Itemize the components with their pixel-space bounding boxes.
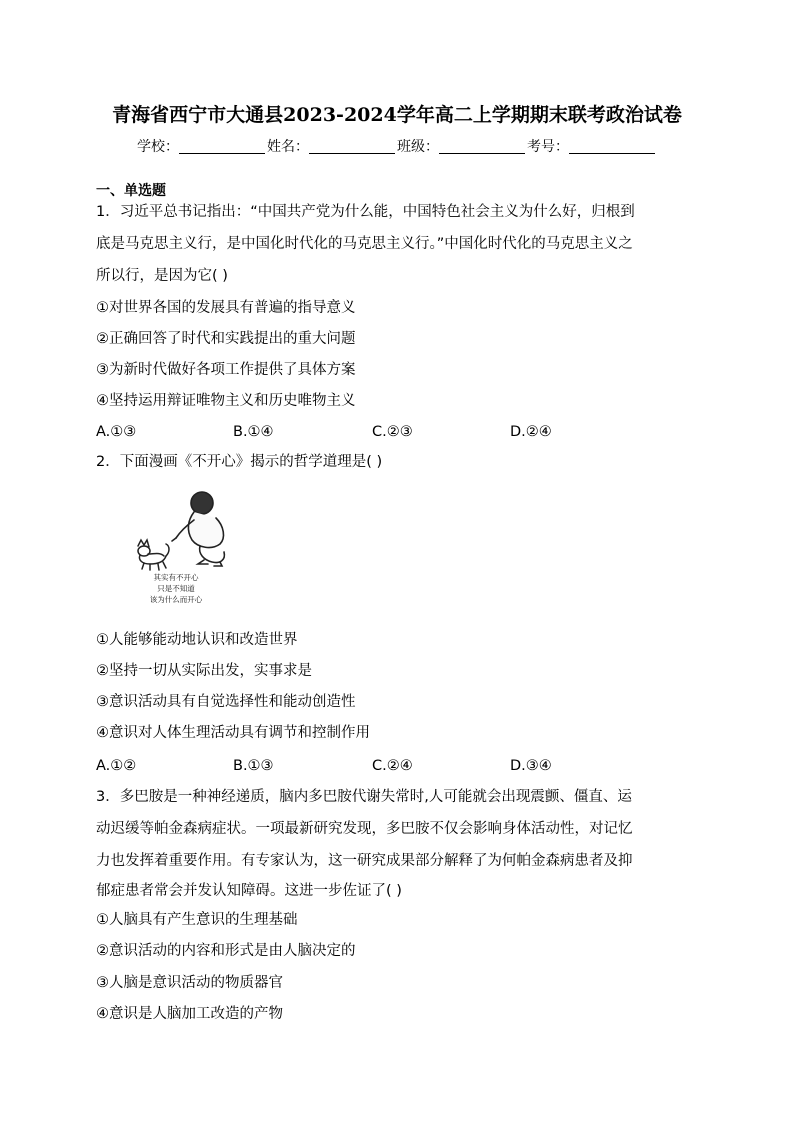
number-label: 考号： bbox=[527, 139, 569, 155]
cartoon-person bbox=[172, 492, 224, 566]
q1-stem-line: 底是马克思主义行，是中国化时代化的马克思主义行。”中国化时代化的马克思主义之 bbox=[96, 236, 633, 252]
q1-stem-line: 1．习近平总书记指出：“中国共产党为什么能，中国特色社会主义为什么好，归根到 bbox=[96, 204, 635, 220]
school-label: 学校： bbox=[137, 139, 179, 155]
number-blank[interactable] bbox=[569, 139, 655, 154]
q3-stem-line: 郁症患者常会并发认知障碍。这进一步佐证了( ) bbox=[96, 883, 402, 899]
cartoon-image bbox=[120, 488, 232, 610]
q2-statement: ③意识活动具有自觉选择性和能动创造性 bbox=[96, 694, 356, 710]
q1-option-c[interactable]: C.②③ bbox=[372, 424, 413, 440]
q2-statement: ④意识对人体生理活动具有调节和控制作用 bbox=[96, 725, 370, 741]
cartoon-caption-line: 该为什么而开心 bbox=[149, 595, 203, 604]
school-blank[interactable] bbox=[179, 139, 265, 154]
q1-statement: ②正确回答了时代和实践提出的重大问题 bbox=[96, 331, 356, 347]
student-info-line bbox=[0, 136, 794, 156]
q2-statement: ①人能够能动地认识和改造世界 bbox=[96, 632, 298, 648]
section-heading: 一、单选题 bbox=[96, 183, 166, 199]
q1-stem-line: 所以行，是因为它( ) bbox=[96, 268, 228, 284]
q1-statement: ③为新时代做好各项工作提供了具体方案 bbox=[96, 362, 356, 378]
q3-stem-line: 3．多巴胺是一种神经递质，脑内多巴胺代谢失常时,人可能就会出现震颤、僵直、运 bbox=[96, 789, 632, 805]
q3-statement: ③人脑是意识活动的物质器官 bbox=[96, 975, 283, 991]
class-blank[interactable] bbox=[439, 139, 525, 154]
q3-statement: ②意识活动的内容和形式是由人脑决定的 bbox=[96, 943, 356, 959]
q1-option-b[interactable]: B.①④ bbox=[233, 424, 274, 440]
q1-statement: ④坚持运用辩证唯物主义和历史唯物主义 bbox=[96, 393, 356, 409]
q2-stem: 2．下面漫画《不开心》揭示的哲学道理是( ) bbox=[96, 454, 383, 470]
q1-option-d[interactable]: D.②④ bbox=[510, 424, 552, 440]
cartoon-cat bbox=[138, 540, 169, 570]
q2-option-d[interactable]: D.③④ bbox=[510, 758, 552, 774]
class-label: 班级： bbox=[397, 139, 439, 155]
q3-statement: ①人脑具有产生意识的生理基础 bbox=[96, 912, 298, 928]
q2-option-a[interactable]: A.①② bbox=[96, 758, 137, 774]
q3-stem-line: 动迟缓等帕金森病症状。一项最新研究发现，多巴胺不仅会影响身体活动性，对记忆 bbox=[96, 821, 633, 837]
cartoon-caption-line: 只是不知道 bbox=[157, 584, 195, 593]
q2-options bbox=[96, 756, 696, 776]
exam-title: 青海省西宁市大通县2023-2024学年高二上学期期末联考政治试卷 bbox=[112, 104, 682, 126]
q3-stem-line: 力也发挥着重要作用。有专家认为，这一研究成果部分解释了为何帕金森病患者及抑 bbox=[96, 853, 633, 869]
q1-option-a[interactable]: A.①③ bbox=[96, 424, 137, 440]
q2-option-b[interactable]: B.①③ bbox=[233, 758, 274, 774]
q3-statement: ④意识是人脑加工改造的产物 bbox=[96, 1006, 283, 1022]
q1-statement: ①对世界各国的发展具有普遍的指导意义 bbox=[96, 300, 356, 316]
q1-options bbox=[96, 422, 696, 442]
name-blank[interactable] bbox=[309, 139, 395, 154]
q2-option-c[interactable]: C.②④ bbox=[372, 758, 413, 774]
q2-statement: ②坚持一切从实际出发，实事求是 bbox=[96, 663, 312, 679]
cartoon-caption-line: 其实有不开心 bbox=[153, 573, 199, 582]
name-label: 姓名： bbox=[267, 139, 309, 155]
